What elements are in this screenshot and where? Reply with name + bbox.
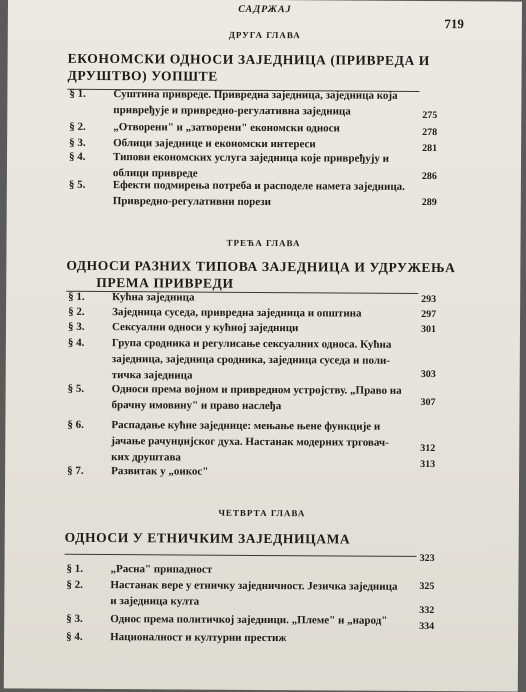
section-number: § 3. — [66, 612, 83, 625]
section-number: § 1. — [69, 87, 86, 100]
section-number: § 2. — [69, 120, 86, 133]
section-number: § 6. — [67, 418, 84, 431]
entry-text: јачање рачунџијског духа. Настанак модерних трговач- — [111, 435, 389, 449]
entry-text: Типови економских услуга заједница које привређују и — [113, 151, 390, 165]
entry-page: 293 — [421, 293, 437, 306]
entry-page: 332 — [419, 604, 435, 617]
entry-page: 278 — [422, 126, 438, 139]
section-number: § 2. — [68, 305, 85, 318]
entry-text: тичка заједница — [111, 369, 193, 382]
chapter-heading — [67, 50, 447, 86]
entry-text: Облици заједнице и економски интереси — [113, 137, 316, 151]
entry-text: Суштина привреде. Привредна заједница, заједница која — [113, 88, 398, 102]
chapter-heading-line: ДРУШТВО) УОПШТЕ — [67, 67, 218, 84]
entry-text: Кућна заједница — [112, 291, 195, 304]
entry-page: 297 — [421, 308, 437, 321]
section-number: § 1. — [66, 562, 84, 575]
section-number: § 7. — [67, 464, 84, 477]
section-number: § 2. — [66, 578, 83, 591]
entry-text: „Отворени" и „затворени" економски односи — [113, 121, 340, 135]
entry-text: Распадање кућне заједнице: мењање њене функције и — [111, 419, 381, 433]
entry-text: Заједница суседа, привредна заједница и општина — [112, 306, 362, 320]
section-number: § 4. — [69, 150, 86, 163]
section-number: § 5. — [67, 382, 85, 395]
section-number: § 3. — [67, 320, 85, 333]
entry-text: Настанак вере у етничку заједничност. Језичка заједница — [110, 579, 398, 593]
section-number: § 4. — [66, 630, 83, 643]
entry-text: Односи према војном и привредном устројству. „Право на — [111, 383, 402, 397]
section-number: § 4. — [67, 336, 85, 349]
chapter-heading-line: ОДНОСИ РАЗНИХ ТИПОВА ЗАЈЕДНИЦА И УДРУЖЕЊА — [66, 257, 456, 276]
book-page — [4, 0, 522, 692]
chapter-label: ТРЕЋА ГЛАВА — [226, 237, 301, 249]
chapter-heading-line: ПРЕМА ПРИВРЕДИ — [96, 274, 234, 291]
entry-page: 325 — [419, 580, 435, 593]
divider — [65, 554, 417, 557]
entry-page: 286 — [421, 170, 437, 183]
entry-page: 334 — [419, 620, 435, 633]
entry-page: 312 — [420, 442, 436, 455]
entry-page: 289 — [421, 196, 437, 209]
entry-page: 301 — [420, 323, 437, 336]
entry-text: Националност и културни престиж — [110, 631, 287, 645]
chapter-heading — [65, 529, 445, 548]
entry-text: ких друштава — [111, 451, 181, 464]
page-header: САДРЖАЈ — [238, 3, 292, 16]
entry-text: облици привреде — [112, 167, 198, 180]
chapter-heading-line: ЕКОНОМСКИ ОДНОСИ ЗАЈЕДНИЦА (ПРИВРЕДА И — [67, 50, 430, 69]
entry-page: 307 — [420, 396, 436, 409]
entry-text: Привредно-регулативни порези — [112, 195, 271, 209]
page-number: 719 — [444, 16, 464, 32]
entry-text: привређује и привредно-регулативна заједница — [113, 104, 351, 118]
entry-page: 281 — [422, 142, 438, 155]
entry-text: „Расна" припадност — [110, 563, 213, 576]
entry-page: 313 — [420, 458, 436, 471]
entry-text: и заједница култа — [110, 595, 200, 608]
entry-text: заједница, заједница сродника, заједница суседа и поли- — [111, 353, 391, 367]
section-number: § 5. — [68, 178, 86, 191]
entry-text: Развитак у „оикос" — [111, 465, 209, 478]
entry-text: Ефекти подмирења потреба и расподеле намета заједница. — [112, 179, 405, 193]
chapter-heading — [66, 257, 466, 293]
section-number: § 1. — [68, 290, 85, 303]
entry-page: 275 — [422, 109, 438, 122]
entry-text: Група сродника и регулисање сексуалних односа. Кућна — [111, 337, 392, 351]
chapter-label: ЧЕТВРТА ГЛАВА — [218, 507, 306, 519]
toc-entry[interactable] — [69, 86, 449, 122]
section-number: § 3. — [69, 136, 86, 149]
entry-text: Однос према политичкој заједници. „Племе" и „народ" — [110, 613, 388, 627]
toc-entry[interactable] — [67, 417, 447, 464]
entry-text: брачну имовину" и право наслеђа — [111, 399, 282, 413]
entry-page: 323 — [419, 552, 435, 565]
entry-text: Сексуални односи у кућној заједници — [111, 321, 299, 335]
toc-entry[interactable] — [66, 552, 447, 576]
entry-page: 303 — [420, 368, 436, 381]
chapter-label: ДРУГА ГЛАВА — [228, 29, 301, 41]
chapter-heading-line: ОДНОСИ У ЕТНИЧКИМ ЗАЈЕДНИЦАМА — [64, 529, 351, 547]
